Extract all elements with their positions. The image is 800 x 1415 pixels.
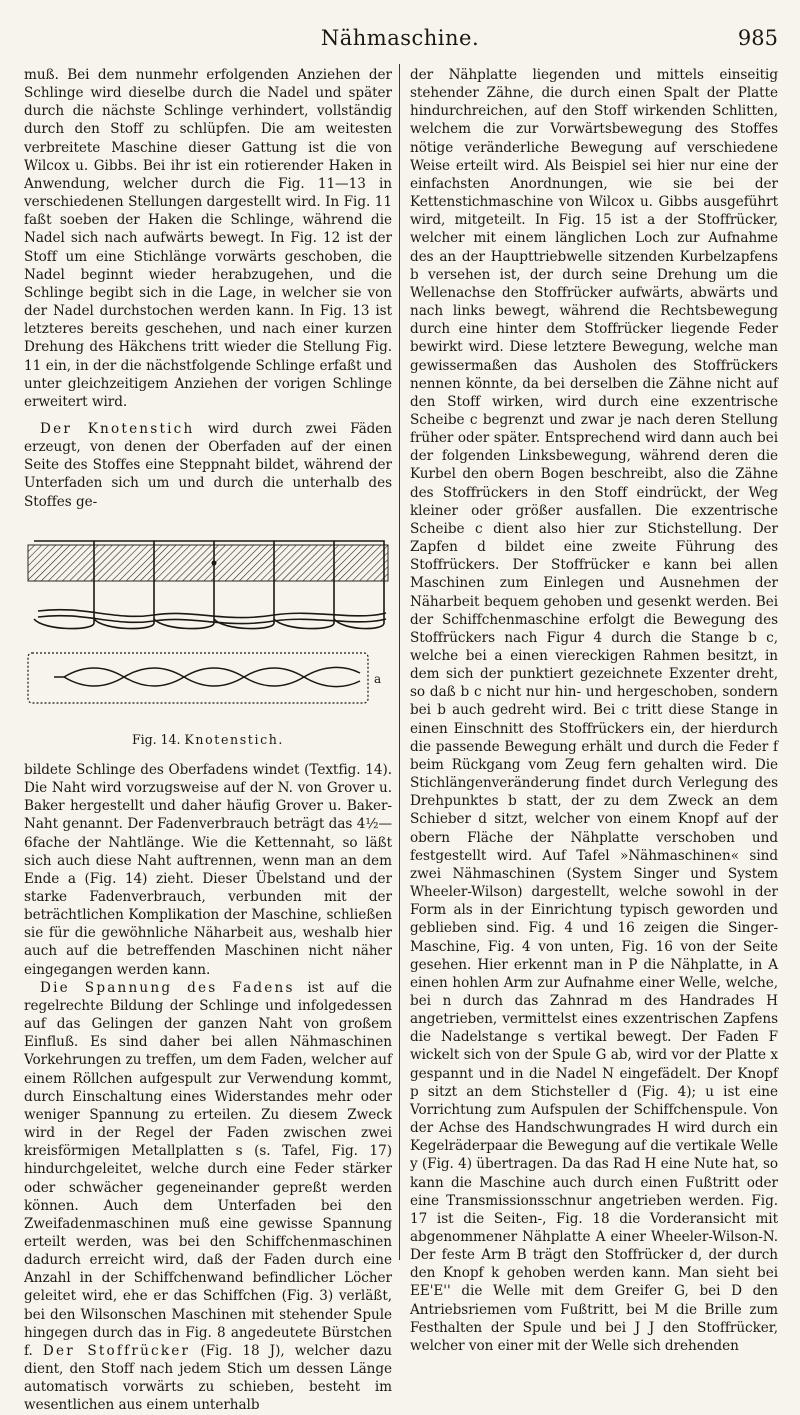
- figure-knotenstich: [24, 527, 392, 749]
- knotenstich-illustration: [24, 527, 392, 727]
- left-paragraph-knotenstich: [24, 420, 392, 511]
- column-rule: [399, 64, 400, 1260]
- right-column: [410, 66, 778, 1355]
- left-paragraph-spannung: [24, 979, 392, 1415]
- left-paragraph-1: muß. Bei dem nunmehr erfolgenden Anziehen der Schlinge wird dieselbe durch die Nadel und später durch die nächste Schlinge verhindert, vollständig durch den Stoff zu schlüpfen. Die am weitesten verbreitete Maschine dieser Gattung ist die von Wilcox u. Gibbs. Bei ihr ist ein rotierender Haken in Anwendung, welcher durch die Fig. 11—13 in verschiedenen Stellungen dargestellt wird. In Fig. 11 faßt soeben der Haken die Schlinge, während die Nadel sich nach aufwärts bewegt. In Fig. 12 ist der Stoff um eine Stichlänge vorwärts geschoben, die Nadel beginnt wieder herabzugehen, und die Schlinge begibt sich in die Lage, in welcher sie von der Nadel durchstochen werden kann. In Fig. 13 ist letzteres bereits geschehen, und nach einer kurzen Drehung des Häkchens tritt wieder die Stellung Fig. 11 ein, in der die nächstfolgende Schlinge erfaßt und unter gleichzeitigem Anziehen der vorigen Schlinge erweitert wird.: [24, 67, 392, 410]
- left-paragraph-2-text: wird durch zwei Fäden erzeugt, von denen der Oberfaden auf der einen Seite des Stoffes eine Steppnaht bildet, während der Unterfaden sich um und durch die unterhalb des Stoffes ge-: [24, 420, 392, 510]
- left-paragraph-4-text: ist auf die regelrechte Bildung der Schlinge und infolgedessen auf das Gelingen der ganzen Naht von großem Einfluß. Es sind daher bei allen Nähmaschinen Vorkehrungen zu treffen, um dem Faden, welcher auf einem Röllchen aufgespult zur Verwendung kommt, durch Einschaltung eines Widerstandes mehr oder weniger Spannung zu erteilen. Zu diesem Zweck wird in der Regel der Faden zwischen zwei kreisförmigen Metallplatten s (s. Tafel, Fig. 17) hindurchgeleitet, welche durch eine Feder stärker oder schwächer gegeneinander gepreßt werden können. Auch dem Unterfaden bei den Zweifadenmaschinen muß eine gewisse Spannung erteilt werden, was bei den Schiffchenmaschinen dadurch erreicht wird, daß der Faden durch eine Anzahl in der Schiffchenwand befindlicher Löcher geleitet wird, ehe er das Schiffchen (Fig. 3) verläßt, bei den Wilsonschen Maschinen mit stehender Spule hingegen durch das in Fig. 8 angedeutete Bürstchen f.: [24, 979, 392, 1359]
- page-number: 985: [737, 26, 778, 50]
- knot-panel: [28, 653, 368, 703]
- figure-label-a: a: [374, 671, 382, 686]
- right-paragraph-1: der Nähplatte liegenden und mittels einseitig stehender Zähne, die durch einen Spalt der Platte hindurchreichen, auf den Stoff wirkenden Schlitten, welchem die zur Vorwärtsbewegung des Stoffes nötige veränderliche Bewegung auf verschiedene Weise erteilt wird. Als Beispiel sei hier nur eine der einfachsten Anordnungen, wie sie bei der Kettenstichmaschine von Wilcox u. Gibbs ausgeführt wird, mitgeteilt. In Fig. 15 ist a der Stoffrücker, welcher mit einem länglichen Loch zur Aufnahme des an der Haupttriebwelle sitzenden Kurbelzapfens b versehen ist, der durch seine Drehung um die Wellenachse den Stoffrücker aufwärts, abwärts und nach links bewegt, während die Rechtsbewegung durch eine hinter dem Stoffrücker liegende Feder bewirkt wird. Diese letztere Bewegung, welche man gewissermaßen das Ausholen des Stoffrückers nennen könnte, da bei derselben die Zähne nicht auf den Stoff wirken, wird durch eine exzentrische Scheibe c begrenzt und zwar je nach deren Stellung früher oder später. Entsprechend wird dann auch bei der folgenden Linksbewegung, während deren die Kurbel den obern Bogen beschreibt, also die Zähne des Stoffrückers in den Stoff eindrückt, der Weg kleiner oder größer ausfallen. Die exzentrische Scheibe c dient also hier zur Stichstellung. Der Zapfen d bildet eine zweite Führung des Stoffrückers. Der Stoffrücker e kann bei allen Maschinen zum Einlegen und Ausnehmen der Näharbeit bequem gehoben und gesenkt werden. Bei der Schiffchenmaschine erfolgt die Bewegung des Stoffrückers nach Figur 4 durch die Stange b c, welche bei a einen viereckigen Rahmen besitzt, in dem sich der punktiert gezeichnete Exzenter dreht, so daß b c nicht nur hin- und hergeschoben, sondern bei b auch gedreht wird. Bei c tritt diese Stange in einen Einschnitt des Stoffrückers ein, der hierdurch die passende Bewegung erhält und durch die Feder f beim Rückgang vom Zeug fern gehalten wird. Die Stichlängenveränderung findet durch Verlegung des Drehpunktes b statt, der zu dem Zweck an dem Schieber d sitzt, welcher von einem Knopf auf der obern Fläche der Nähplatte verschoben und festgestellt wird. Auf Tafel »Nähmaschinen« sind zwei Nähmaschinen (System Singer und System Wheeler-Wilson) dargestellt, welche sowohl in der Form als in der Einrichtung typisch geworden und geblieben sind. Fig. 4 und 16 zeigen die Singer-Maschine, Fig. 4 von unten, Fig. 16 von der Seite gesehen. Hier erkennt man in P die Nähplatte, in A einen hohlen Arm zur Aufnahme einer Welle, welche, bei n durch das Zahnrad m des Handrades H angetrieben, vermittelst eines exzentrischen Zapfens die Nadelstange s vertikal bewegt. Der Faden F wickelt sich von der Spule G ab, wird vor der Platte x gespannt und in die Nadel N eingefädelt. Der Knopf p sitzt an dem Stichsteller d (Fig. 4); u ist eine Vorrichtung zum Aufspulen der Schiffchenspule. Von der Achse des Handschwungrades H wird durch ein Kegelräderpaar die Bewegung auf die vertikale Welle y (Fig. 4) übertragen. Da das Rad H eine Nute hat, so kann die Maschine auch durch einen Fußtritt oder eine Transmissionsschnur angetrieben werden. Fig. 17 ist die Seiten-, Fig. 18 die Vorderansicht mit abgenommener Nähplatte A einer Wheeler-Wilson-N. Der feste Arm B trägt den Stoffrücker d, der durch den Knopf k gehoben werden kann. Man sieht bei EE'E'' die Welle mit dem Greifer G, bei D den Antriebsriemen vom Fußtritt, bei M die Brille zum Festhalten der Spule und bei J J den Stoffrücker, welcher von einer mit der Welle sich drehenden: [410, 67, 778, 1354]
- term-stoffruecker: Der Stoffrücker: [42, 1342, 191, 1359]
- figure-caption: [24, 731, 392, 749]
- term-spannung: Die Spannung des Fadens: [40, 979, 295, 996]
- left-column: [24, 66, 392, 1415]
- page-title: Nähmaschine.: [320, 26, 480, 50]
- knot-chain: [54, 667, 360, 686]
- needle-hole: [212, 560, 217, 565]
- running-header: [0, 22, 800, 58]
- left-paragraph-3: bildete Schlinge des Oberfadens windet (Textfig. 14). Die Naht wird vorzugsweise auf der N. von Grover u. Baker hergestellt und daher häufig Grover u. Baker-Naht genannt. Der Fadenverbrauch beträgt das 4½—6fache der Nahtlänge. Wie die Kettennaht, so läßt sich auch diese Naht auftrennen, wenn man an dem Ende a (Fig. 14) zieht. Dieser Übelstand und der starke Fadenverbrauch, verbunden mit der beträchtlichen Komplikation der Maschine, schließen sie für die gewöhnliche Näharbeit aus, weshalb hier auch auf die betreffenden Maschinen nicht näher eingegangen werden kann.: [24, 761, 392, 978]
- figure-caption-title: Knotenstich.: [184, 731, 285, 747]
- figure-caption-number: Fig. 14.: [131, 731, 181, 747]
- left-paragraph-5-text: (Fig. 18 J), welcher dazu dient, den Stoff nach jedem Stich um dessen Länge automatisch vorwärts zu schieben, besteht im wesentlichen aus einem unterhalb: [24, 1342, 392, 1414]
- term-knotenstich: Der Knotenstich: [40, 420, 195, 437]
